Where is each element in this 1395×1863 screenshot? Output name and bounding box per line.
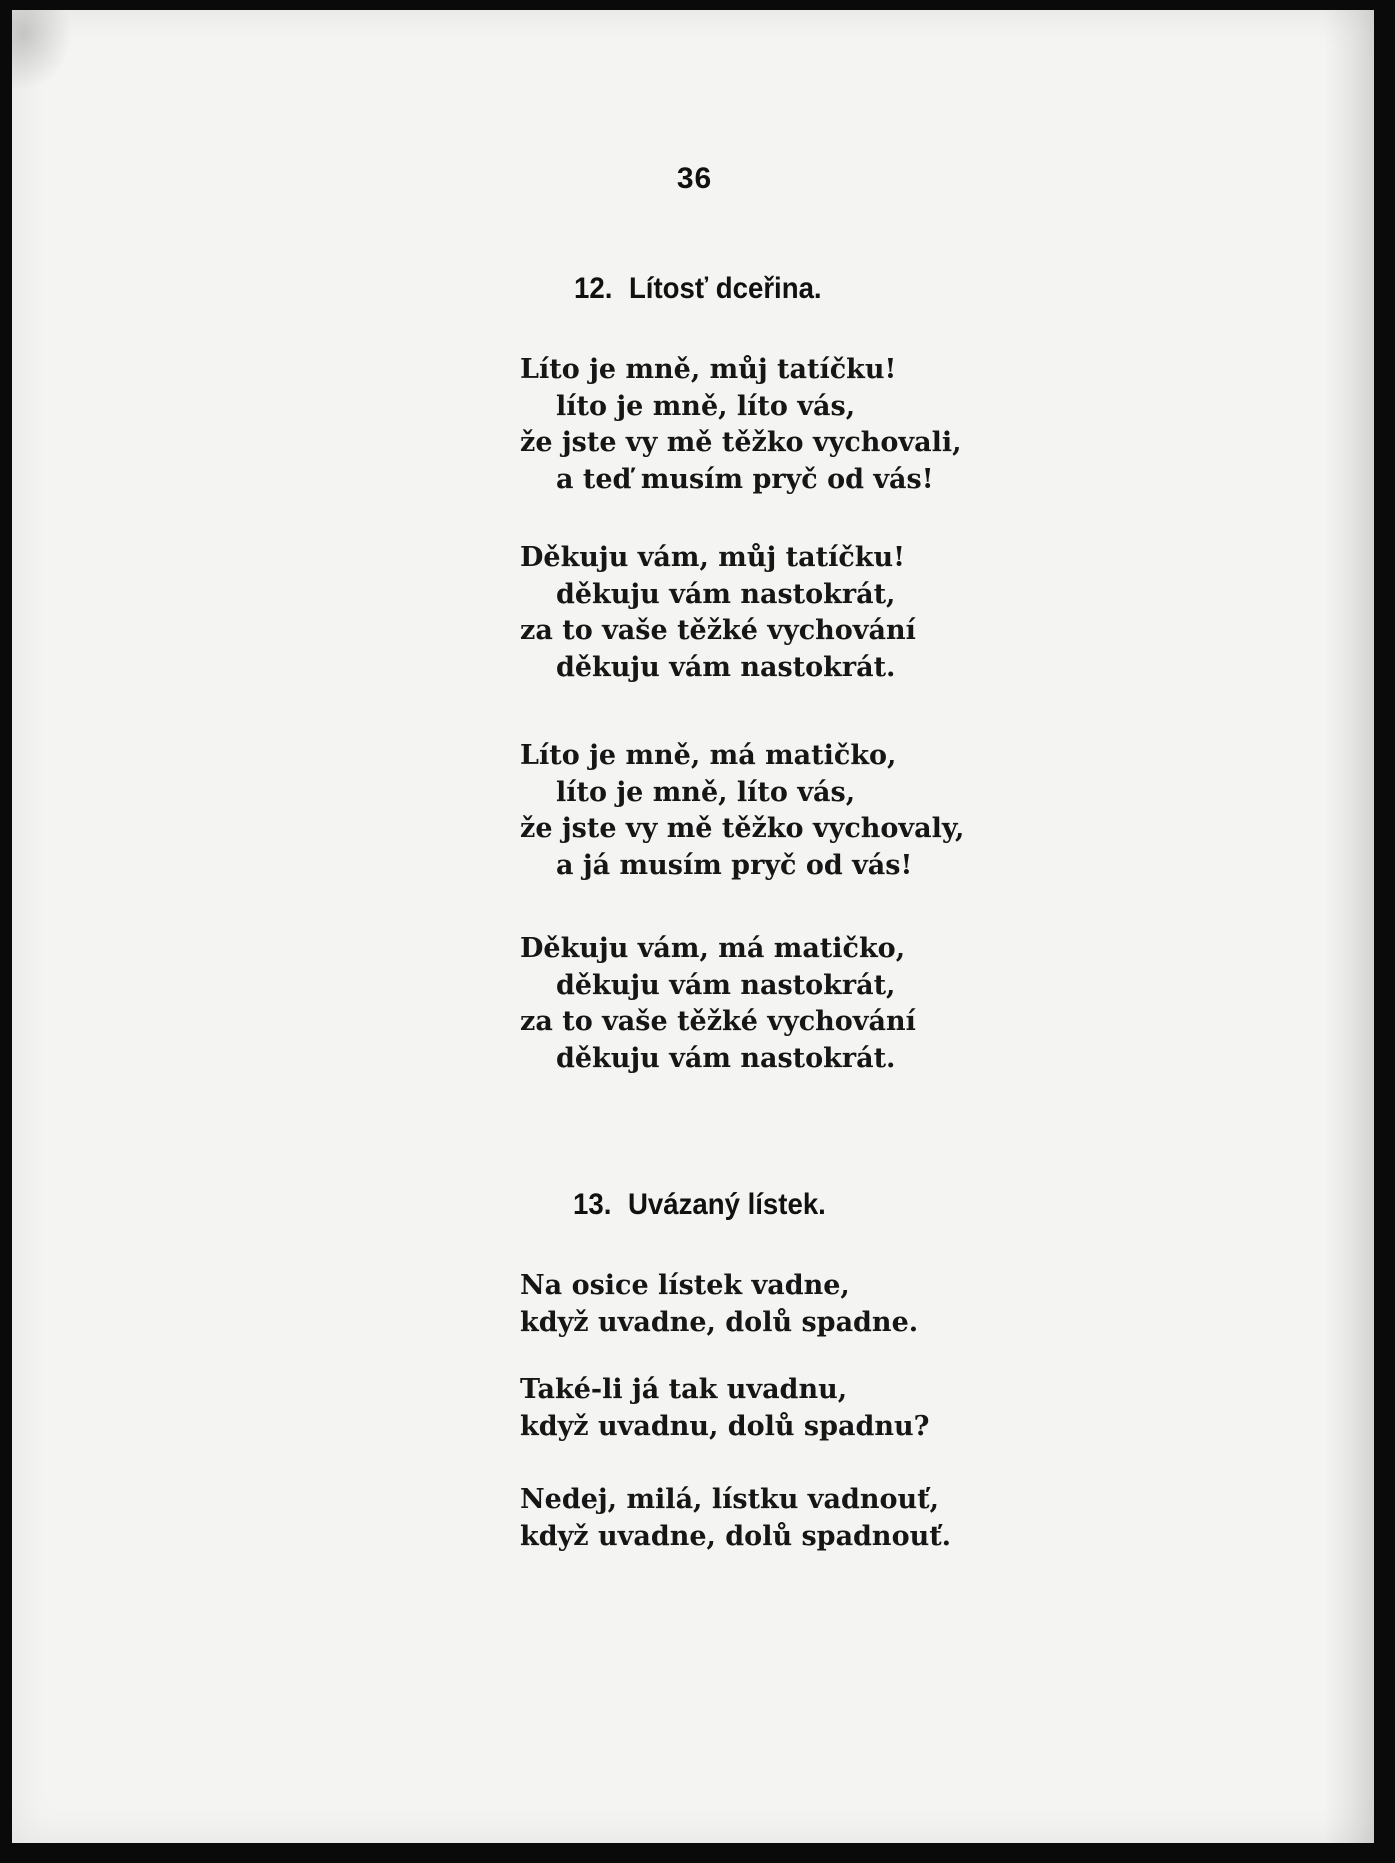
- verse-line: děkuju vám nastokrát.: [556, 651, 896, 683]
- stanza-12-1: [520, 352, 962, 498]
- verse-line: že jste vy mě těžko vychovaly,: [520, 813, 965, 845]
- verse-line: Děkuju vám, můj tatíčku!: [520, 542, 905, 573]
- verse-line: Děkuju vám, má matičko,: [520, 933, 906, 964]
- poem-title-13: [573, 1188, 826, 1222]
- stanza-13-1: [520, 1268, 918, 1341]
- page-gutter-shadow: [1324, 10, 1374, 1843]
- verse-line: že jste vy mě těžko vychovali,: [520, 427, 962, 459]
- stanza-12-2: [520, 540, 916, 686]
- poem-number: 12.: [574, 272, 613, 305]
- verse-line: Líto je mně, má matičko,: [520, 740, 897, 771]
- stanza-13-2: [520, 1372, 929, 1445]
- stanza-13-3: [520, 1482, 951, 1555]
- page-number: 36: [676, 162, 713, 195]
- verse-line: líto je mně, líto vás,: [556, 390, 856, 422]
- poem-number: 13.: [573, 1188, 612, 1221]
- verse-line: Na osice lístek vadne,: [520, 1270, 850, 1301]
- verse-line: Také-li já tak uvadnu,: [520, 1374, 848, 1405]
- verse-line: když uvadne, dolů spadne.: [520, 1306, 919, 1338]
- poem-title-12: [574, 272, 822, 306]
- verse-line: za to vaše těžké vychování: [520, 1006, 916, 1038]
- poem-title-text: Lítosť dceřina.: [628, 272, 822, 305]
- stanza-12-4: [520, 931, 916, 1077]
- verse-line: když uvadne, dolů spadnouť.: [520, 1520, 952, 1552]
- verse-line: líto je mně, líto vás,: [556, 776, 856, 808]
- verse-line: děkuju vám nastokrát.: [556, 1042, 896, 1074]
- verse-line: děkuju vám nastokrát,: [556, 578, 896, 610]
- page-smudge: [12, 10, 72, 90]
- verse-line: Líto je mně, můj tatíčku!: [520, 354, 897, 385]
- verse-line: za to vaše těžké vychování: [520, 615, 916, 647]
- verse-line: a teď musím pryč od vás!: [556, 463, 934, 495]
- verse-line: děkuju vám nastokrát,: [556, 969, 896, 1001]
- poem-title-text: Uvázaný lístek.: [627, 1188, 826, 1221]
- stanza-12-3: [520, 738, 964, 884]
- verse-line: Nedej, milá, lístku vadnouť,: [520, 1484, 939, 1515]
- verse-line: a já musím pryč od vás!: [556, 849, 913, 881]
- verse-line: když uvadnu, dolů spadnu?: [520, 1410, 930, 1442]
